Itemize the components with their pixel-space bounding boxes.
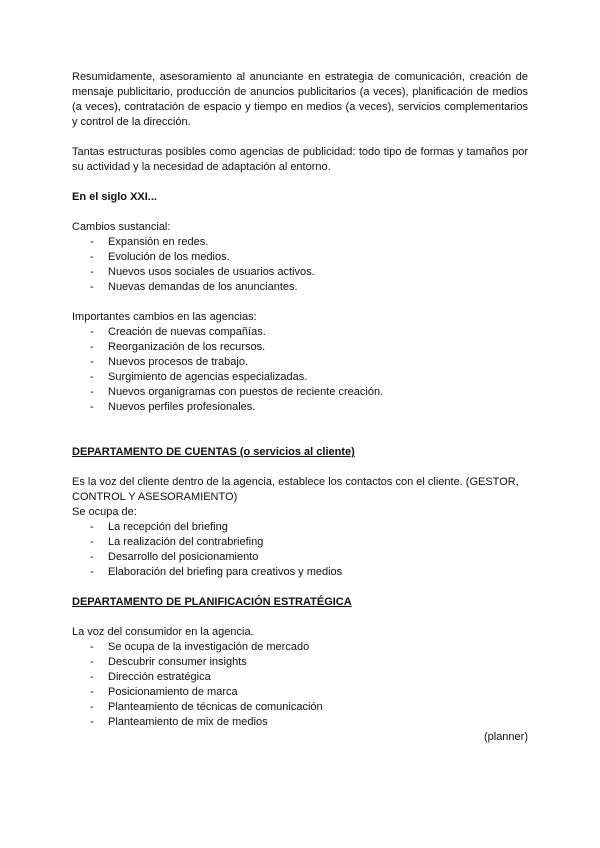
dash-bullet: -	[90, 551, 94, 563]
list-item-text: Nuevos procesos de trabajo.	[108, 356, 249, 368]
dash-bullet: -	[90, 656, 94, 668]
cuentas-description: Es la voz del cliente dentro de la agencia, establece los contactos con el cliente. (GESTOR, CONTROL Y ASESORAMIENTO)	[72, 476, 519, 503]
dash-bullet: -	[90, 641, 94, 653]
list-item	[72, 655, 528, 670]
cambios-list	[72, 235, 528, 295]
dash-bullet: -	[90, 236, 94, 248]
list-item-text: La recepción del briefing	[108, 521, 228, 533]
list-item-text: Se ocupa de la investigación de mercado	[108, 641, 310, 653]
cuentas-intro: Se ocupa de:	[72, 506, 137, 518]
dash-bullet: -	[90, 716, 94, 728]
dash-bullet: -	[90, 341, 94, 353]
intro-paragraph: Resumidamente, asesoramiento al anunciante en estrategia de comunicación, creación de mensaje publicitario, producción de anuncios publicitarios (a veces), planificación de medios (a veces), contratación de espacio y tiempo en medios (a veces), servicios complementarios y control de la dirección.	[72, 71, 528, 128]
list-item	[72, 265, 528, 280]
list-item	[72, 385, 528, 400]
agencias-title: Importantes cambios en las agencias:	[72, 311, 257, 323]
list-item-text: Dirección estratégica	[108, 671, 211, 683]
list-item-text: Nuevos organigramas con puestos de reciente creación.	[108, 386, 384, 398]
dash-bullet: -	[90, 281, 94, 293]
list-item-text: Expansión en redes.	[108, 236, 209, 248]
dash-bullet: -	[90, 536, 94, 548]
dash-bullet: -	[90, 386, 94, 398]
dash-bullet: -	[90, 521, 94, 533]
planificacion-heading: DEPARTAMENTO DE PLANIFICACIÓN ESTRATÉGICA	[72, 596, 352, 608]
list-item	[72, 250, 528, 265]
list-item	[72, 700, 528, 715]
document-page	[72, 70, 528, 745]
planner-note: (planner)	[483, 731, 528, 743]
cambios-title: Cambios sustancial:	[72, 221, 171, 233]
list-item-text: Nuevas demandas de los anunciantes.	[108, 281, 298, 293]
dash-bullet: -	[90, 701, 94, 713]
list-item	[72, 340, 528, 355]
planificacion-list	[72, 640, 528, 730]
list-item-text: Planteamiento de mix de medios	[108, 716, 268, 728]
list-item	[72, 520, 528, 535]
dash-bullet: -	[90, 686, 94, 698]
dash-bullet: -	[90, 356, 94, 368]
list-item-text: Elaboración del briefing para creativos y medios	[108, 566, 343, 578]
list-item	[72, 565, 528, 580]
list-item-text: Descubrir consumer insights	[108, 656, 247, 668]
list-item	[72, 535, 528, 550]
list-item-text: Planteamiento de técnicas de comunicación	[108, 701, 323, 713]
siglo-heading: En el siglo XXI...	[72, 191, 157, 203]
list-item	[72, 370, 528, 385]
list-item	[72, 280, 528, 295]
list-item-text: Posicionamiento de marca	[108, 686, 238, 698]
list-item-text: Reorganización de los recursos.	[108, 341, 266, 353]
list-item	[72, 715, 528, 730]
dash-bullet: -	[90, 326, 94, 338]
list-item	[72, 685, 528, 700]
structures-paragraph: Tantas estructuras posibles como agencias de publicidad: todo tipo de formas y tamaños por su actividad y la necesidad de adaptación al entorno.	[72, 146, 528, 173]
planificacion-description: La voz del consumidor en la agencia.	[72, 626, 254, 638]
dash-bullet: -	[90, 566, 94, 578]
dash-bullet: -	[90, 371, 94, 383]
list-item	[72, 355, 528, 370]
list-item	[72, 670, 528, 685]
agencias-list	[72, 325, 528, 415]
list-item-text: Evolución de los medios.	[108, 251, 230, 263]
list-item-text: Nuevos perfiles profesionales.	[108, 401, 256, 413]
list-item	[72, 640, 528, 655]
cuentas-list	[72, 520, 528, 580]
list-item	[72, 400, 528, 415]
dash-bullet: -	[90, 401, 94, 413]
dash-bullet: -	[90, 671, 94, 683]
list-item-text: La realización del contrabriefing	[108, 536, 264, 548]
dash-bullet: -	[90, 251, 94, 263]
list-item	[72, 235, 528, 250]
list-item	[72, 325, 528, 340]
list-item-text: Creación de nuevas compañías.	[108, 326, 266, 338]
list-item-text: Desarrollo del posicionamiento	[108, 551, 259, 563]
cuentas-heading: DEPARTAMENTO DE CUENTAS (o servicios al cliente)	[72, 446, 355, 458]
list-item-text: Nuevos usos sociales de usuarios activos.	[108, 266, 315, 278]
list-item	[72, 550, 528, 565]
list-item-text: Surgimiento de agencias especializadas.	[108, 371, 308, 383]
dash-bullet: -	[90, 266, 94, 278]
